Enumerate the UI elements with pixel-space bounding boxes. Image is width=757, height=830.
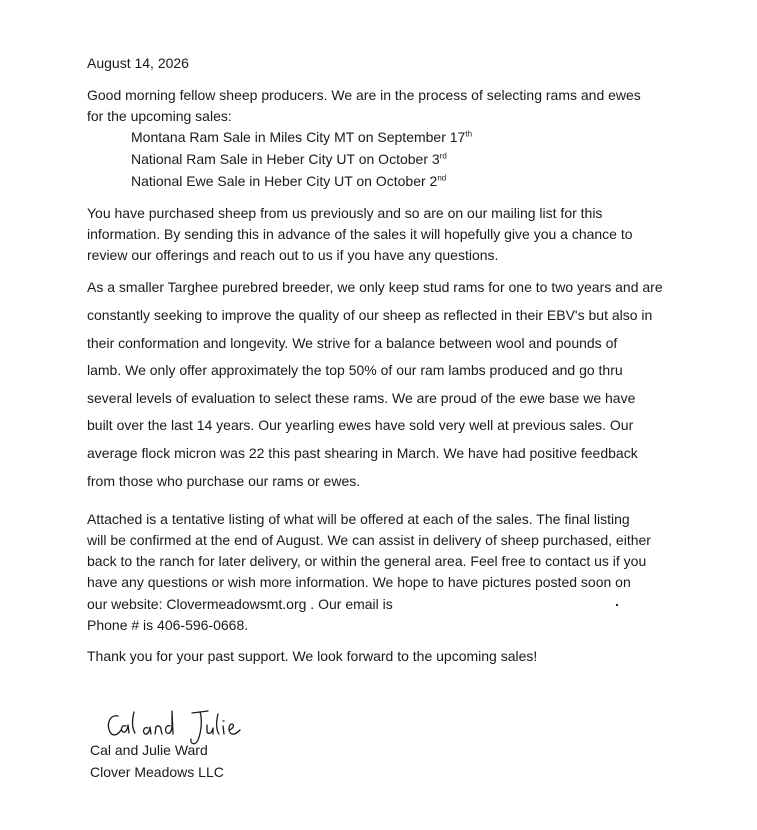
paragraph-line: their conformation and longevity. We strive for a balance between wool and pounds of — [87, 335, 618, 351]
paragraph-line: have any questions or wish more information. We hope to have pictures posted soon on — [87, 574, 631, 590]
sale-item — [131, 128, 472, 146]
intro-line-2: for the upcoming sales: — [87, 108, 232, 124]
closing-line: Thank you for your past support. We look forward to the upcoming sales! — [87, 648, 538, 664]
sale-item-suffix: rd — [439, 151, 447, 161]
letter-date: August 14, 2026 — [87, 55, 189, 71]
paragraph-line: average flock micron was 22 this past shearing in March. We have had positive feedback — [87, 445, 638, 461]
paragraph-line: review our offerings and reach out to us if you have any questions. — [87, 247, 499, 263]
paragraph-line: back to the ranch for later delivery, or within the general area. Feel free to contact us if you — [87, 553, 647, 569]
sale-item-text: Montana Ram Sale in Miles City MT on September 17 — [131, 129, 466, 145]
paragraph-line: several levels of evaluation to select these rams. We are proud of the ewe base we have — [87, 390, 636, 406]
paragraph-line: will be confirmed at the end of August. We can assist in delivery of sheep purchased, either — [87, 532, 651, 548]
sale-item-text: National Ewe Sale in Heber City UT on October 2 — [131, 173, 438, 189]
paragraph-line: Attached is a tentative listing of what will be offered at each of the sales. The final listing — [87, 511, 630, 527]
sale-item — [131, 150, 447, 168]
intro-line-1: Good morning fellow sheep producers. We are in the process of selecting rams and ewes — [87, 87, 641, 103]
signer-name: Cal and Julie Ward — [90, 742, 208, 758]
sale-item — [131, 172, 446, 190]
sale-item-suffix: nd — [437, 173, 447, 183]
paragraph-line: built over the last 14 years. Our yearling ewes have sold very well at previous sales. Our — [87, 417, 634, 433]
paragraph-line: constantly seeking to improve the quality of our sheep as reflected in their EBV's but also in — [87, 307, 653, 323]
sale-item-text: National Ram Sale in Heber City UT on October 3 — [131, 151, 440, 167]
paragraph-line: As a smaller Targhee purebred breeder, we only keep stud rams for one to two years and are — [87, 279, 663, 295]
paragraph-line: our website: Clovermeadowsmt.org . Our email is — [87, 596, 393, 612]
paragraph-line: information. By sending this in advance of the sales it will hopefully give you a chance to — [87, 226, 633, 242]
phone-line: Phone # is 406-596-0668. — [87, 617, 249, 633]
paragraph-line: lamb. We only offer approximately the top 50% of our ram lambs produced and go thru — [87, 362, 623, 378]
sale-item-suffix: th — [465, 129, 473, 139]
trailing-period-mark — [616, 604, 618, 606]
paragraph-line: from those who purchase our rams or ewes. — [87, 473, 361, 489]
company-name: Clover Meadows LLC — [90, 764, 224, 780]
paragraph-line: You have purchased sheep from us previously and so are on our mailing list for this — [87, 205, 603, 221]
